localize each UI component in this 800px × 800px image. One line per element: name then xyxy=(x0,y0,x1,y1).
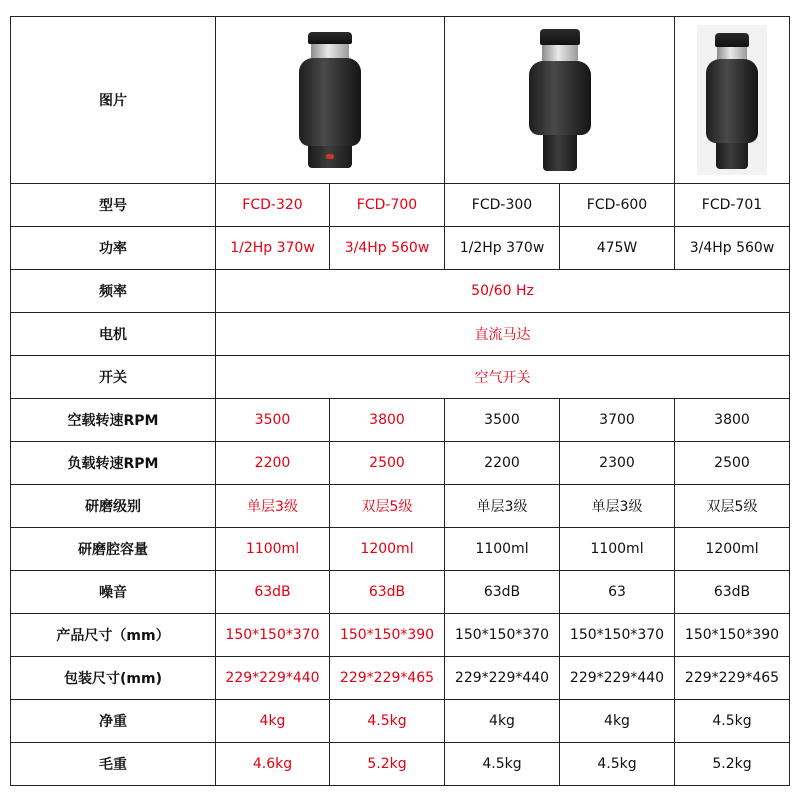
spec-cell: 1200ml xyxy=(330,528,445,571)
spec-cell: 2300 xyxy=(560,442,675,485)
spec-cell: 2500 xyxy=(330,442,445,485)
spec-cell: 63 xyxy=(560,571,675,614)
spec-cell: 150*150*390 xyxy=(330,614,445,657)
row-label: 负载转速RPM xyxy=(11,442,216,485)
spec-cell: 63dB xyxy=(445,571,560,614)
spec-cell: 2200 xyxy=(445,442,560,485)
net-weight-row xyxy=(11,700,790,743)
row-label: 噪音 xyxy=(11,571,216,614)
spec-cell: 5.2kg xyxy=(675,743,790,786)
spec-cell: 4kg xyxy=(560,700,675,743)
spec-cell: 3500 xyxy=(445,399,560,442)
motor-row xyxy=(11,313,790,356)
food-waste-disposer-image xyxy=(295,32,365,168)
spec-cell: 3700 xyxy=(560,399,675,442)
merged-spec-cell: 50/60 Hz xyxy=(216,270,790,313)
row-label: 电机 xyxy=(11,313,216,356)
model-name: FCD-300 xyxy=(445,184,560,227)
spec-cell: 3500 xyxy=(216,399,330,442)
spec-cell: 229*229*440 xyxy=(216,657,330,700)
spec-cell: 475W xyxy=(560,227,675,270)
spec-cell: 4.5kg xyxy=(560,743,675,786)
frequency-row xyxy=(11,270,790,313)
no-load-rpm-row xyxy=(11,399,790,442)
spec-cell: 3/4Hp 560w xyxy=(675,227,790,270)
row-label: 毛重 xyxy=(11,743,216,786)
spec-cell: 229*229*465 xyxy=(675,657,790,700)
spec-cell: 150*150*370 xyxy=(216,614,330,657)
row-label: 净重 xyxy=(11,700,216,743)
load-rpm-row xyxy=(11,442,790,485)
noise-row xyxy=(11,571,790,614)
model-row xyxy=(11,184,790,227)
product-size-row xyxy=(11,614,790,657)
spec-cell: 单层3级 xyxy=(216,485,330,528)
grinding-level-row xyxy=(11,485,790,528)
row-label: 频率 xyxy=(11,270,216,313)
spec-cell: 1/2Hp 370w xyxy=(445,227,560,270)
spec-cell: 1/2Hp 370w xyxy=(216,227,330,270)
row-label: 包装尺寸(mm) xyxy=(11,657,216,700)
spec-cell: 5.2kg xyxy=(330,743,445,786)
spec-cell: 150*150*390 xyxy=(675,614,790,657)
package-size-row xyxy=(11,657,790,700)
gross-weight-row xyxy=(11,743,790,786)
merged-spec-cell: 直流马达 xyxy=(216,313,790,356)
chamber-capacity-row xyxy=(11,528,790,571)
model-row-label: 型号 xyxy=(11,184,216,227)
spec-cell: 150*150*370 xyxy=(445,614,560,657)
power-row xyxy=(11,227,790,270)
spec-cell: 4.5kg xyxy=(445,743,560,786)
food-waste-disposer-image xyxy=(525,29,595,171)
product-image-cell-fcd-300-600 xyxy=(445,17,675,184)
spec-cell: 63dB xyxy=(675,571,790,614)
image-row xyxy=(11,17,790,184)
model-name: FCD-600 xyxy=(560,184,675,227)
spec-cell: 1100ml xyxy=(445,528,560,571)
spec-cell: 63dB xyxy=(330,571,445,614)
spec-cell: 4.5kg xyxy=(330,700,445,743)
row-label: 产品尺寸（mm） xyxy=(11,614,216,657)
merged-spec-cell: 空气开关 xyxy=(216,356,790,399)
spec-cell: 3/4Hp 560w xyxy=(330,227,445,270)
row-label: 研磨级别 xyxy=(11,485,216,528)
spec-cell: 4.6kg xyxy=(216,743,330,786)
spec-cell: 150*150*370 xyxy=(560,614,675,657)
spec-cell: 229*229*440 xyxy=(560,657,675,700)
image-row-label: 图片 xyxy=(11,17,216,184)
row-label: 空载转速RPM xyxy=(11,399,216,442)
spec-cell: 4kg xyxy=(445,700,560,743)
spec-cell: 1100ml xyxy=(216,528,330,571)
row-label: 功率 xyxy=(11,227,216,270)
model-name: FCD-701 xyxy=(675,184,790,227)
spec-cell: 3800 xyxy=(675,399,790,442)
spec-cell: 1200ml xyxy=(675,528,790,571)
model-name: FCD-700 xyxy=(330,184,445,227)
spec-cell: 双层5级 xyxy=(675,485,790,528)
spec-cell: 229*229*440 xyxy=(445,657,560,700)
spec-cell: 2500 xyxy=(675,442,790,485)
spec-cell: 4.5kg xyxy=(675,700,790,743)
spec-cell: 3800 xyxy=(330,399,445,442)
spec-cell: 单层3级 xyxy=(445,485,560,528)
spec-cell: 单层3级 xyxy=(560,485,675,528)
spec-table xyxy=(10,16,790,786)
row-label: 开关 xyxy=(11,356,216,399)
row-label: 研磨腔容量 xyxy=(11,528,216,571)
model-name: FCD-320 xyxy=(216,184,330,227)
product-image-cell-fcd-701 xyxy=(675,17,790,184)
spec-cell: 2200 xyxy=(216,442,330,485)
spec-cell: 63dB xyxy=(216,571,330,614)
food-waste-disposer-image xyxy=(702,33,762,169)
spec-cell: 双层5级 xyxy=(330,485,445,528)
spec-cell: 1100ml xyxy=(560,528,675,571)
spec-cell: 4kg xyxy=(216,700,330,743)
switch-row xyxy=(11,356,790,399)
product-image-cell-fcd-320-700 xyxy=(216,17,445,184)
spec-cell: 229*229*465 xyxy=(330,657,445,700)
